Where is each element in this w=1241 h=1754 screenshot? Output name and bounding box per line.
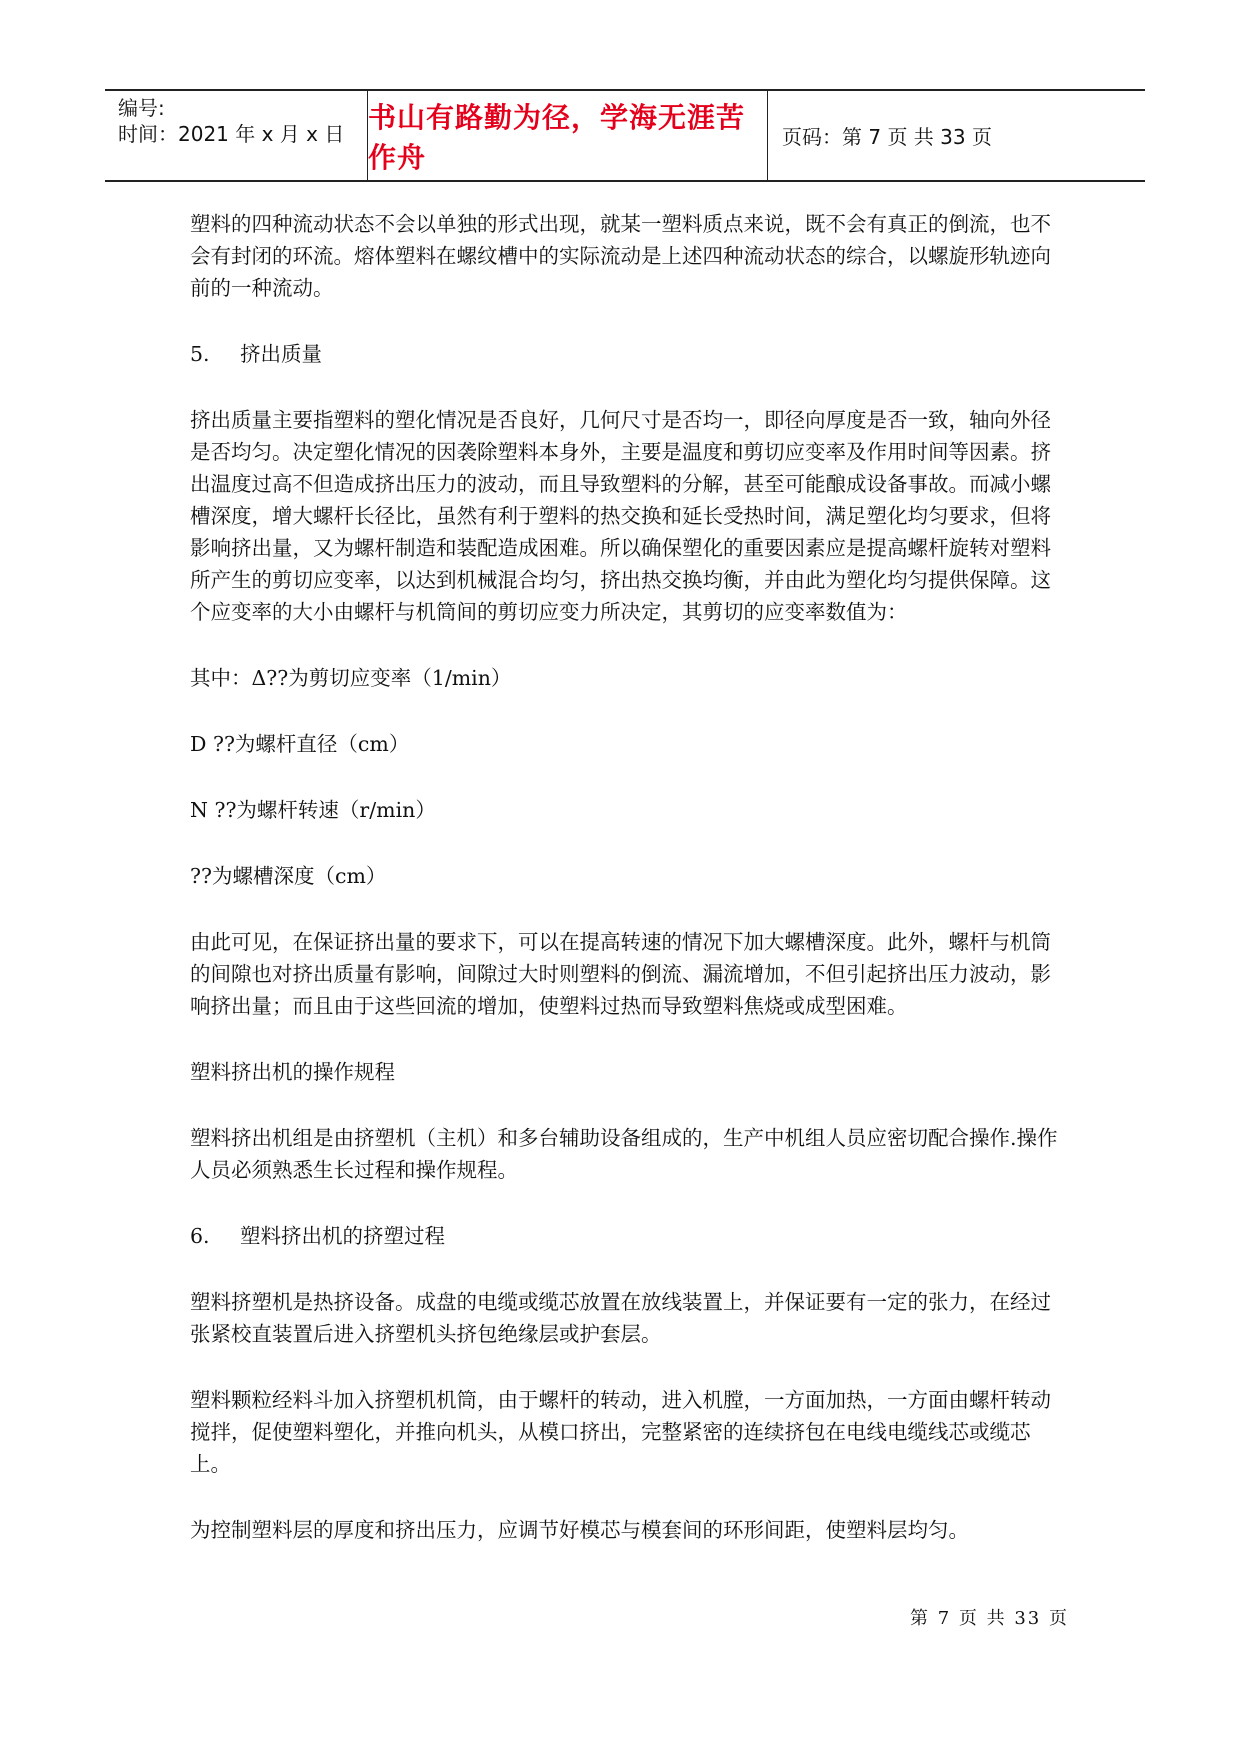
paragraph-extrusion-quality: 挤出质量主要指塑料的塑化情况是否良好，几何尺寸是否均一，即径向厚度是否一致，轴向外径是否均匀。决定塑化情况的因袭除塑料本身外，主要是温度和剪切应变率及作用时间等因素。挤出温度过高不但造成挤出压力的波动，而且导致塑料的分解，甚至可能酿成设备事故。而减小螺槽深度，增大螺杆长径比，虽然有利于塑料的热交换和延长受热时间，满足塑化均匀要求，但将影响挤出量，又为螺杆制造和装配造成困难。所以确保塑化的重要因素应是提高螺杆旋转对塑料所产生的剪切应变率，以达到机械混合均匀，挤出热交换均衡，并由此为塑化均匀提供保障。这个应变率的大小由螺杆与机筒间的剪切应变力所决定，其剪切的应变率数值为：	[190, 408, 1051, 624]
paragraph-screw-diameter: D ??为螺杆直径（cm）	[190, 732, 410, 756]
paragraph-groove-depth: ??为螺槽深度（cm）	[190, 864, 387, 888]
header-motto: 书山有路勤为径，学海无涯苦作舟	[368, 100, 746, 174]
section-number: 6.	[190, 1224, 210, 1248]
paragraph-screw-speed: N ??为螺杆转速（r/min）	[190, 798, 436, 822]
page-footer: 第 7 页 共 33 页	[910, 1608, 1069, 1629]
section-heading-5	[190, 338, 1060, 370]
document-body	[190, 208, 1060, 1580]
date-label: 时间：2021 年 x 月 x 日	[118, 122, 345, 146]
header-info-cell	[105, 91, 368, 180]
header-motto-cell	[368, 91, 768, 180]
paragraph-operating-rules-title: 塑料挤出机的操作规程	[190, 1060, 395, 1084]
section-title: 挤出质量	[240, 342, 322, 366]
header-page-cell	[768, 91, 1145, 180]
page-header	[105, 89, 1145, 182]
section-title: 塑料挤出机的挤塑过程	[240, 1224, 445, 1248]
paragraph-extruder-equipment: 塑料挤塑机是热挤设备。成盘的电缆或缆芯放置在放线装置上，并保证要有一定的张力，在经过张紧校直装置后进入挤塑机头挤包绝缘层或护套层。	[190, 1290, 1051, 1346]
paragraph-conclusion: 由此可见，在保证挤出量的要求下，可以在提高转速的情况下加大螺槽深度。此外，螺杆与机筒的间隙也对挤出质量有影响，间隙过大时则塑料的倒流、漏流增加，不但引起挤出压力波动，影响挤出量；而且由于这些回流的增加，使塑料过热而导致塑料焦烧或成型困难。	[190, 930, 1051, 1018]
section-number: 5.	[190, 342, 210, 366]
section-heading-6	[190, 1220, 1060, 1252]
paragraph-operating-rules: 塑料挤出机组是由挤塑机（主机）和多台辅助设备组成的，生产中机组人员应密切配合操作.操作人员必须熟悉生长过程和操作规程。	[190, 1126, 1058, 1182]
paragraph-layer-thickness: 为控制塑料层的厚度和挤出压力，应调节好模芯与模套间的环形间距，使塑料层均匀。	[190, 1518, 969, 1542]
paragraph-plastic-granules: 塑料颗粒经料斗加入挤塑机机筒，由于螺杆的转动，进入机膛，一方面加热，一方面由螺杆转动搅拌，促使塑料塑化，并推向机头，从模口挤出，完整紧密的连续挤包在电线电缆线芯或缆芯上。	[190, 1388, 1051, 1476]
paragraph-flow-states: 塑料的四种流动状态不会以单独的形式出现，就某一塑料质点来说，既不会有真正的倒流，也不会有封闭的环流。熔体塑料在螺纹槽中的实际流动是上述四种流动状态的综合，以螺旋形轨迹向前的一种流动。	[190, 212, 1051, 300]
serial-number-label: 编号:	[118, 96, 165, 120]
header-page-number: 页码：第 7 页 共 33 页	[782, 125, 992, 149]
paragraph-shear-rate: 其中：Δ??为剪切应变率（1/min）	[190, 666, 512, 690]
